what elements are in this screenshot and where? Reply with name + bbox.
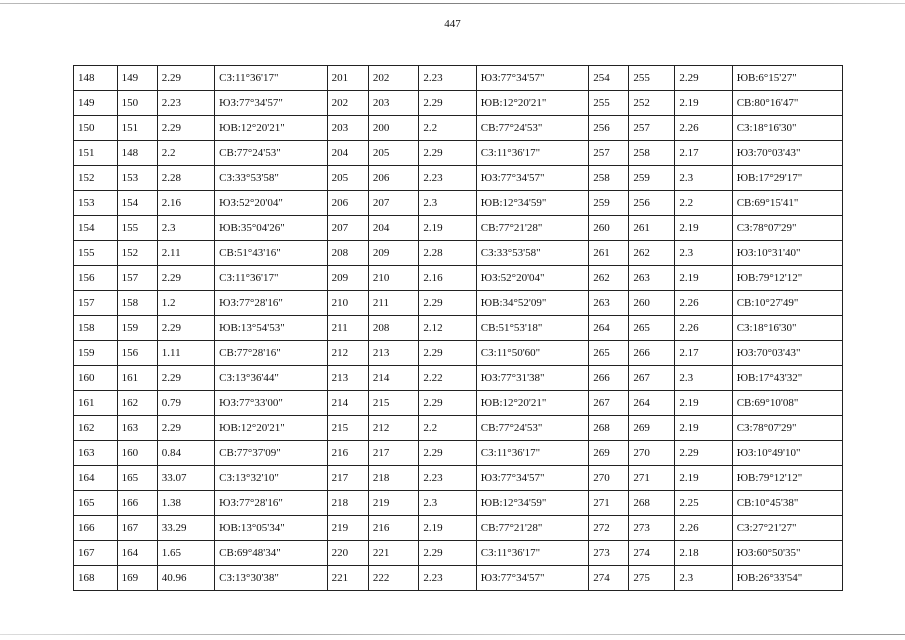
bearing-cell: СЗ:13°30'38"	[215, 566, 327, 591]
from-point-cell: 260	[589, 216, 629, 241]
bearing-cell: ЮЗ:77°34'57"	[476, 566, 588, 591]
to-point-cell: 169	[117, 566, 157, 591]
bearing-cell: ЮВ:12°34'59"	[476, 191, 588, 216]
to-point-cell: 163	[117, 416, 157, 441]
from-point-cell: 254	[589, 66, 629, 91]
from-point-cell: 274	[589, 566, 629, 591]
to-point-cell: 269	[629, 416, 675, 441]
distance-cell: 2.29	[419, 141, 476, 166]
distance-cell: 2.19	[675, 391, 732, 416]
distance-cell: 2.2	[675, 191, 732, 216]
distance-cell: 1.2	[157, 291, 214, 316]
to-point-cell: 260	[629, 291, 675, 316]
bearing-cell: СВ:10°27'49"	[732, 291, 842, 316]
bearing-cell: СЗ:11°36'17"	[476, 141, 588, 166]
bearing-cell: ЮВ:12°20'21"	[476, 391, 588, 416]
bearing-cell: ЮЗ:52°20'04"	[215, 191, 327, 216]
to-point-cell: 211	[368, 291, 419, 316]
from-point-cell: 166	[74, 516, 118, 541]
to-point-cell: 206	[368, 166, 419, 191]
to-point-cell: 156	[117, 341, 157, 366]
page-number: 447	[444, 18, 461, 30]
distance-cell: 2.28	[157, 166, 214, 191]
from-point-cell: 258	[589, 166, 629, 191]
from-point-cell: 213	[327, 366, 368, 391]
bearing-cell: СЗ:33°53'58"	[476, 241, 588, 266]
distance-cell: 0.84	[157, 441, 214, 466]
distance-cell: 2.16	[419, 266, 476, 291]
table-row	[74, 141, 843, 166]
distance-cell: 2.19	[675, 91, 732, 116]
to-point-cell: 275	[629, 566, 675, 591]
from-point-cell: 161	[74, 391, 118, 416]
distance-cell: 2.19	[419, 516, 476, 541]
distance-cell: 1.11	[157, 341, 214, 366]
from-point-cell: 211	[327, 316, 368, 341]
to-point-cell: 166	[117, 491, 157, 516]
distance-cell: 2.3	[675, 366, 732, 391]
bearing-cell: ЮЗ:70°03'43"	[732, 141, 842, 166]
distance-cell: 2.26	[675, 116, 732, 141]
distance-cell: 2.29	[157, 66, 214, 91]
to-point-cell: 273	[629, 516, 675, 541]
bearing-cell: СЗ:33°53'58"	[215, 166, 327, 191]
bearing-cell: СВ:77°37'09"	[215, 441, 327, 466]
distance-cell: 2.22	[419, 366, 476, 391]
from-point-cell: 218	[327, 491, 368, 516]
from-point-cell: 162	[74, 416, 118, 441]
bearing-cell: ЮВ:79°12'12"	[732, 466, 842, 491]
distance-cell: 2.26	[675, 516, 732, 541]
distance-cell: 2.2	[419, 416, 476, 441]
bearing-cell: ЮЗ:52°20'04"	[476, 266, 588, 291]
to-point-cell: 152	[117, 241, 157, 266]
from-point-cell: 167	[74, 541, 118, 566]
distance-cell: 2.12	[419, 316, 476, 341]
from-point-cell: 255	[589, 91, 629, 116]
bearing-cell: ЮВ:35°04'26"	[215, 216, 327, 241]
distance-cell: 2.29	[419, 391, 476, 416]
distance-cell: 2.3	[675, 166, 732, 191]
distance-cell: 2.29	[157, 116, 214, 141]
to-point-cell: 268	[629, 491, 675, 516]
to-point-cell: 204	[368, 216, 419, 241]
distance-cell: 2.29	[419, 291, 476, 316]
to-point-cell: 207	[368, 191, 419, 216]
from-point-cell: 156	[74, 266, 118, 291]
from-point-cell: 203	[327, 116, 368, 141]
bearing-cell: СВ:69°10'08"	[732, 391, 842, 416]
to-point-cell: 221	[368, 541, 419, 566]
bearing-cell: ЮЗ:10°31'40"	[732, 241, 842, 266]
from-point-cell: 273	[589, 541, 629, 566]
to-point-cell: 252	[629, 91, 675, 116]
to-point-cell: 161	[117, 366, 157, 391]
distance-cell: 2.29	[157, 266, 214, 291]
to-point-cell: 271	[629, 466, 675, 491]
bearing-cell: СВ:80°16'47"	[732, 91, 842, 116]
table-row	[74, 241, 843, 266]
table-row	[74, 366, 843, 391]
distance-cell: 33.07	[157, 466, 214, 491]
distance-cell: 2.25	[675, 491, 732, 516]
from-point-cell: 261	[589, 241, 629, 266]
from-point-cell: 214	[327, 391, 368, 416]
to-point-cell: 159	[117, 316, 157, 341]
to-point-cell: 274	[629, 541, 675, 566]
table-row	[74, 441, 843, 466]
from-point-cell: 158	[74, 316, 118, 341]
table-row	[74, 316, 843, 341]
distance-cell: 0.79	[157, 391, 214, 416]
table-row	[74, 266, 843, 291]
bearing-cell: ЮЗ:77°31'38"	[476, 366, 588, 391]
distance-cell: 2.3	[419, 191, 476, 216]
bearing-cell: СЗ:11°36'17"	[476, 541, 588, 566]
to-point-cell: 210	[368, 266, 419, 291]
bearing-cell: СЗ:27°21'27"	[732, 516, 842, 541]
table-row	[74, 191, 843, 216]
bearing-cell: СВ:77°21'28"	[476, 216, 588, 241]
distance-cell: 2.29	[157, 316, 214, 341]
from-point-cell: 256	[589, 116, 629, 141]
to-point-cell: 215	[368, 391, 419, 416]
distance-cell: 2.23	[419, 566, 476, 591]
scan-edge-bottom	[0, 634, 905, 635]
distance-cell: 2.3	[157, 216, 214, 241]
to-point-cell: 219	[368, 491, 419, 516]
from-point-cell: 160	[74, 366, 118, 391]
distance-cell: 2.29	[419, 441, 476, 466]
to-point-cell: 222	[368, 566, 419, 591]
from-point-cell: 262	[589, 266, 629, 291]
from-point-cell: 257	[589, 141, 629, 166]
distance-cell: 2.29	[419, 541, 476, 566]
bearing-cell: ЮЗ:77°28'16"	[215, 291, 327, 316]
to-point-cell: 205	[368, 141, 419, 166]
coordinates-table	[73, 65, 843, 591]
bearing-cell: ЮВ:26°33'54"	[732, 566, 842, 591]
bearing-cell: ЮВ:12°20'21"	[215, 416, 327, 441]
distance-cell: 2.18	[675, 541, 732, 566]
distance-cell: 2.29	[157, 366, 214, 391]
to-point-cell: 203	[368, 91, 419, 116]
bearing-cell: ЮЗ:10°49'10"	[732, 441, 842, 466]
from-point-cell: 165	[74, 491, 118, 516]
to-point-cell: 266	[629, 341, 675, 366]
distance-cell: 1.65	[157, 541, 214, 566]
to-point-cell: 216	[368, 516, 419, 541]
to-point-cell: 259	[629, 166, 675, 191]
distance-cell: 2.23	[419, 466, 476, 491]
to-point-cell: 200	[368, 116, 419, 141]
from-point-cell: 209	[327, 266, 368, 291]
distance-cell: 2.3	[419, 491, 476, 516]
distance-cell: 2.19	[675, 466, 732, 491]
to-point-cell: 149	[117, 66, 157, 91]
from-point-cell: 150	[74, 116, 118, 141]
to-point-cell: 212	[368, 416, 419, 441]
distance-cell: 2.3	[675, 241, 732, 266]
bearing-cell: СВ:51°53'18"	[476, 316, 588, 341]
table-row	[74, 416, 843, 441]
bearing-cell: ЮЗ:77°28'16"	[215, 491, 327, 516]
to-point-cell: 167	[117, 516, 157, 541]
from-point-cell: 154	[74, 216, 118, 241]
table-row	[74, 466, 843, 491]
from-point-cell: 210	[327, 291, 368, 316]
bearing-cell: ЮВ:12°20'21"	[215, 116, 327, 141]
to-point-cell: 151	[117, 116, 157, 141]
distance-cell: 2.3	[675, 566, 732, 591]
distance-cell: 33.29	[157, 516, 214, 541]
from-point-cell: 155	[74, 241, 118, 266]
to-point-cell: 164	[117, 541, 157, 566]
table-row	[74, 116, 843, 141]
distance-cell: 2.19	[419, 216, 476, 241]
bearing-cell: СЗ:18°16'30"	[732, 116, 842, 141]
to-point-cell: 267	[629, 366, 675, 391]
table-row	[74, 66, 843, 91]
to-point-cell: 258	[629, 141, 675, 166]
distance-cell: 2.17	[675, 141, 732, 166]
to-point-cell: 213	[368, 341, 419, 366]
from-point-cell: 163	[74, 441, 118, 466]
from-point-cell: 220	[327, 541, 368, 566]
from-point-cell: 204	[327, 141, 368, 166]
bearing-cell: СЗ:11°36'17"	[215, 66, 327, 91]
distance-cell: 40.96	[157, 566, 214, 591]
bearing-cell: ЮВ:34°52'09"	[476, 291, 588, 316]
to-point-cell: 202	[368, 66, 419, 91]
distance-cell: 2.29	[675, 441, 732, 466]
bearing-cell: ЮВ:12°34'59"	[476, 491, 588, 516]
table-row	[74, 341, 843, 366]
to-point-cell: 257	[629, 116, 675, 141]
bearing-cell: ЮЗ:77°34'57"	[476, 466, 588, 491]
to-point-cell: 217	[368, 441, 419, 466]
from-point-cell: 215	[327, 416, 368, 441]
scan-edge-top	[0, 3, 905, 4]
distance-cell: 2.2	[157, 141, 214, 166]
bearing-cell: ЮВ:17°43'32"	[732, 366, 842, 391]
to-point-cell: 263	[629, 266, 675, 291]
from-point-cell: 269	[589, 441, 629, 466]
from-point-cell: 263	[589, 291, 629, 316]
from-point-cell: 153	[74, 191, 118, 216]
bearing-cell: СЗ:13°36'44"	[215, 366, 327, 391]
to-point-cell: 154	[117, 191, 157, 216]
from-point-cell: 157	[74, 291, 118, 316]
from-point-cell: 152	[74, 166, 118, 191]
to-point-cell: 150	[117, 91, 157, 116]
bearing-cell: СЗ:13°32'10"	[215, 466, 327, 491]
bearing-cell: СВ:77°21'28"	[476, 516, 588, 541]
from-point-cell: 259	[589, 191, 629, 216]
from-point-cell: 219	[327, 516, 368, 541]
distance-cell: 2.28	[419, 241, 476, 266]
bearing-cell: СЗ:11°36'17"	[476, 441, 588, 466]
distance-cell: 2.2	[419, 116, 476, 141]
bearing-cell: ЮЗ:77°34'57"	[476, 66, 588, 91]
bearing-cell: СВ:69°15'41"	[732, 191, 842, 216]
to-point-cell: 155	[117, 216, 157, 241]
to-point-cell: 256	[629, 191, 675, 216]
table-row	[74, 216, 843, 241]
to-point-cell: 265	[629, 316, 675, 341]
from-point-cell: 221	[327, 566, 368, 591]
distance-cell: 2.23	[419, 166, 476, 191]
to-point-cell: 218	[368, 466, 419, 491]
bearing-cell: СЗ:18°16'30"	[732, 316, 842, 341]
from-point-cell: 206	[327, 191, 368, 216]
distance-cell: 2.19	[675, 416, 732, 441]
to-point-cell: 158	[117, 291, 157, 316]
from-point-cell: 164	[74, 466, 118, 491]
to-point-cell: 162	[117, 391, 157, 416]
bearing-cell: СВ:51°43'16"	[215, 241, 327, 266]
to-point-cell: 255	[629, 66, 675, 91]
table-body	[74, 66, 843, 591]
distance-cell: 2.29	[419, 91, 476, 116]
distance-cell: 2.19	[675, 266, 732, 291]
bearing-cell: СВ:77°24'53"	[476, 416, 588, 441]
to-point-cell: 214	[368, 366, 419, 391]
to-point-cell: 148	[117, 141, 157, 166]
from-point-cell: 168	[74, 566, 118, 591]
to-point-cell: 157	[117, 266, 157, 291]
bearing-cell: СВ:77°28'16"	[215, 341, 327, 366]
from-point-cell: 202	[327, 91, 368, 116]
distance-cell: 2.29	[675, 66, 732, 91]
to-point-cell: 270	[629, 441, 675, 466]
from-point-cell: 270	[589, 466, 629, 491]
distance-cell: 2.23	[157, 91, 214, 116]
from-point-cell: 205	[327, 166, 368, 191]
bearing-cell: ЮВ:12°20'21"	[476, 91, 588, 116]
bearing-cell: ЮВ:79°12'12"	[732, 266, 842, 291]
from-point-cell: 264	[589, 316, 629, 341]
table-row	[74, 516, 843, 541]
distance-cell: 2.16	[157, 191, 214, 216]
distance-cell: 2.26	[675, 291, 732, 316]
from-point-cell: 216	[327, 441, 368, 466]
from-point-cell: 212	[327, 341, 368, 366]
distance-cell: 2.29	[157, 416, 214, 441]
to-point-cell: 160	[117, 441, 157, 466]
bearing-cell: ЮЗ:77°34'57"	[215, 91, 327, 116]
bearing-cell: СЗ:78°07'29"	[732, 216, 842, 241]
from-point-cell: 271	[589, 491, 629, 516]
table-row	[74, 566, 843, 591]
bearing-cell: ЮВ:6°15'27"	[732, 66, 842, 91]
table-row	[74, 291, 843, 316]
bearing-cell: ЮЗ:70°03'43"	[732, 341, 842, 366]
to-point-cell: 153	[117, 166, 157, 191]
to-point-cell: 208	[368, 316, 419, 341]
from-point-cell: 148	[74, 66, 118, 91]
distance-cell: 2.26	[675, 316, 732, 341]
bearing-cell: СЗ:11°36'17"	[215, 266, 327, 291]
from-point-cell: 207	[327, 216, 368, 241]
from-point-cell: 217	[327, 466, 368, 491]
table-row	[74, 541, 843, 566]
bearing-cell: СВ:77°24'53"	[476, 116, 588, 141]
from-point-cell: 201	[327, 66, 368, 91]
distance-cell: 1.38	[157, 491, 214, 516]
distance-cell: 2.29	[419, 341, 476, 366]
bearing-cell: СВ:10°45'38"	[732, 491, 842, 516]
to-point-cell: 262	[629, 241, 675, 266]
bearing-cell: СЗ:78°07'29"	[732, 416, 842, 441]
from-point-cell: 267	[589, 391, 629, 416]
bearing-cell: СВ:77°24'53"	[215, 141, 327, 166]
table-row	[74, 391, 843, 416]
distance-cell: 2.17	[675, 341, 732, 366]
distance-cell: 2.11	[157, 241, 214, 266]
from-point-cell: 159	[74, 341, 118, 366]
bearing-cell: СВ:69°48'34"	[215, 541, 327, 566]
to-point-cell: 209	[368, 241, 419, 266]
table-row	[74, 491, 843, 516]
to-point-cell: 261	[629, 216, 675, 241]
from-point-cell: 151	[74, 141, 118, 166]
from-point-cell: 266	[589, 366, 629, 391]
distance-cell: 2.23	[419, 66, 476, 91]
bearing-cell: ЮВ:13°05'34"	[215, 516, 327, 541]
bearing-cell: ЮЗ:77°34'57"	[476, 166, 588, 191]
bearing-cell: СЗ:11°50'60"	[476, 341, 588, 366]
table-row	[74, 166, 843, 191]
to-point-cell: 165	[117, 466, 157, 491]
from-point-cell: 265	[589, 341, 629, 366]
distance-cell: 2.19	[675, 216, 732, 241]
from-point-cell: 208	[327, 241, 368, 266]
to-point-cell: 264	[629, 391, 675, 416]
bearing-cell: ЮВ:17°29'17"	[732, 166, 842, 191]
bearing-cell: ЮВ:13°54'53"	[215, 316, 327, 341]
table-row	[74, 91, 843, 116]
bearing-cell: ЮЗ:60°50'35"	[732, 541, 842, 566]
bearing-cell: ЮЗ:77°33'00"	[215, 391, 327, 416]
from-point-cell: 272	[589, 516, 629, 541]
from-point-cell: 149	[74, 91, 118, 116]
from-point-cell: 268	[589, 416, 629, 441]
